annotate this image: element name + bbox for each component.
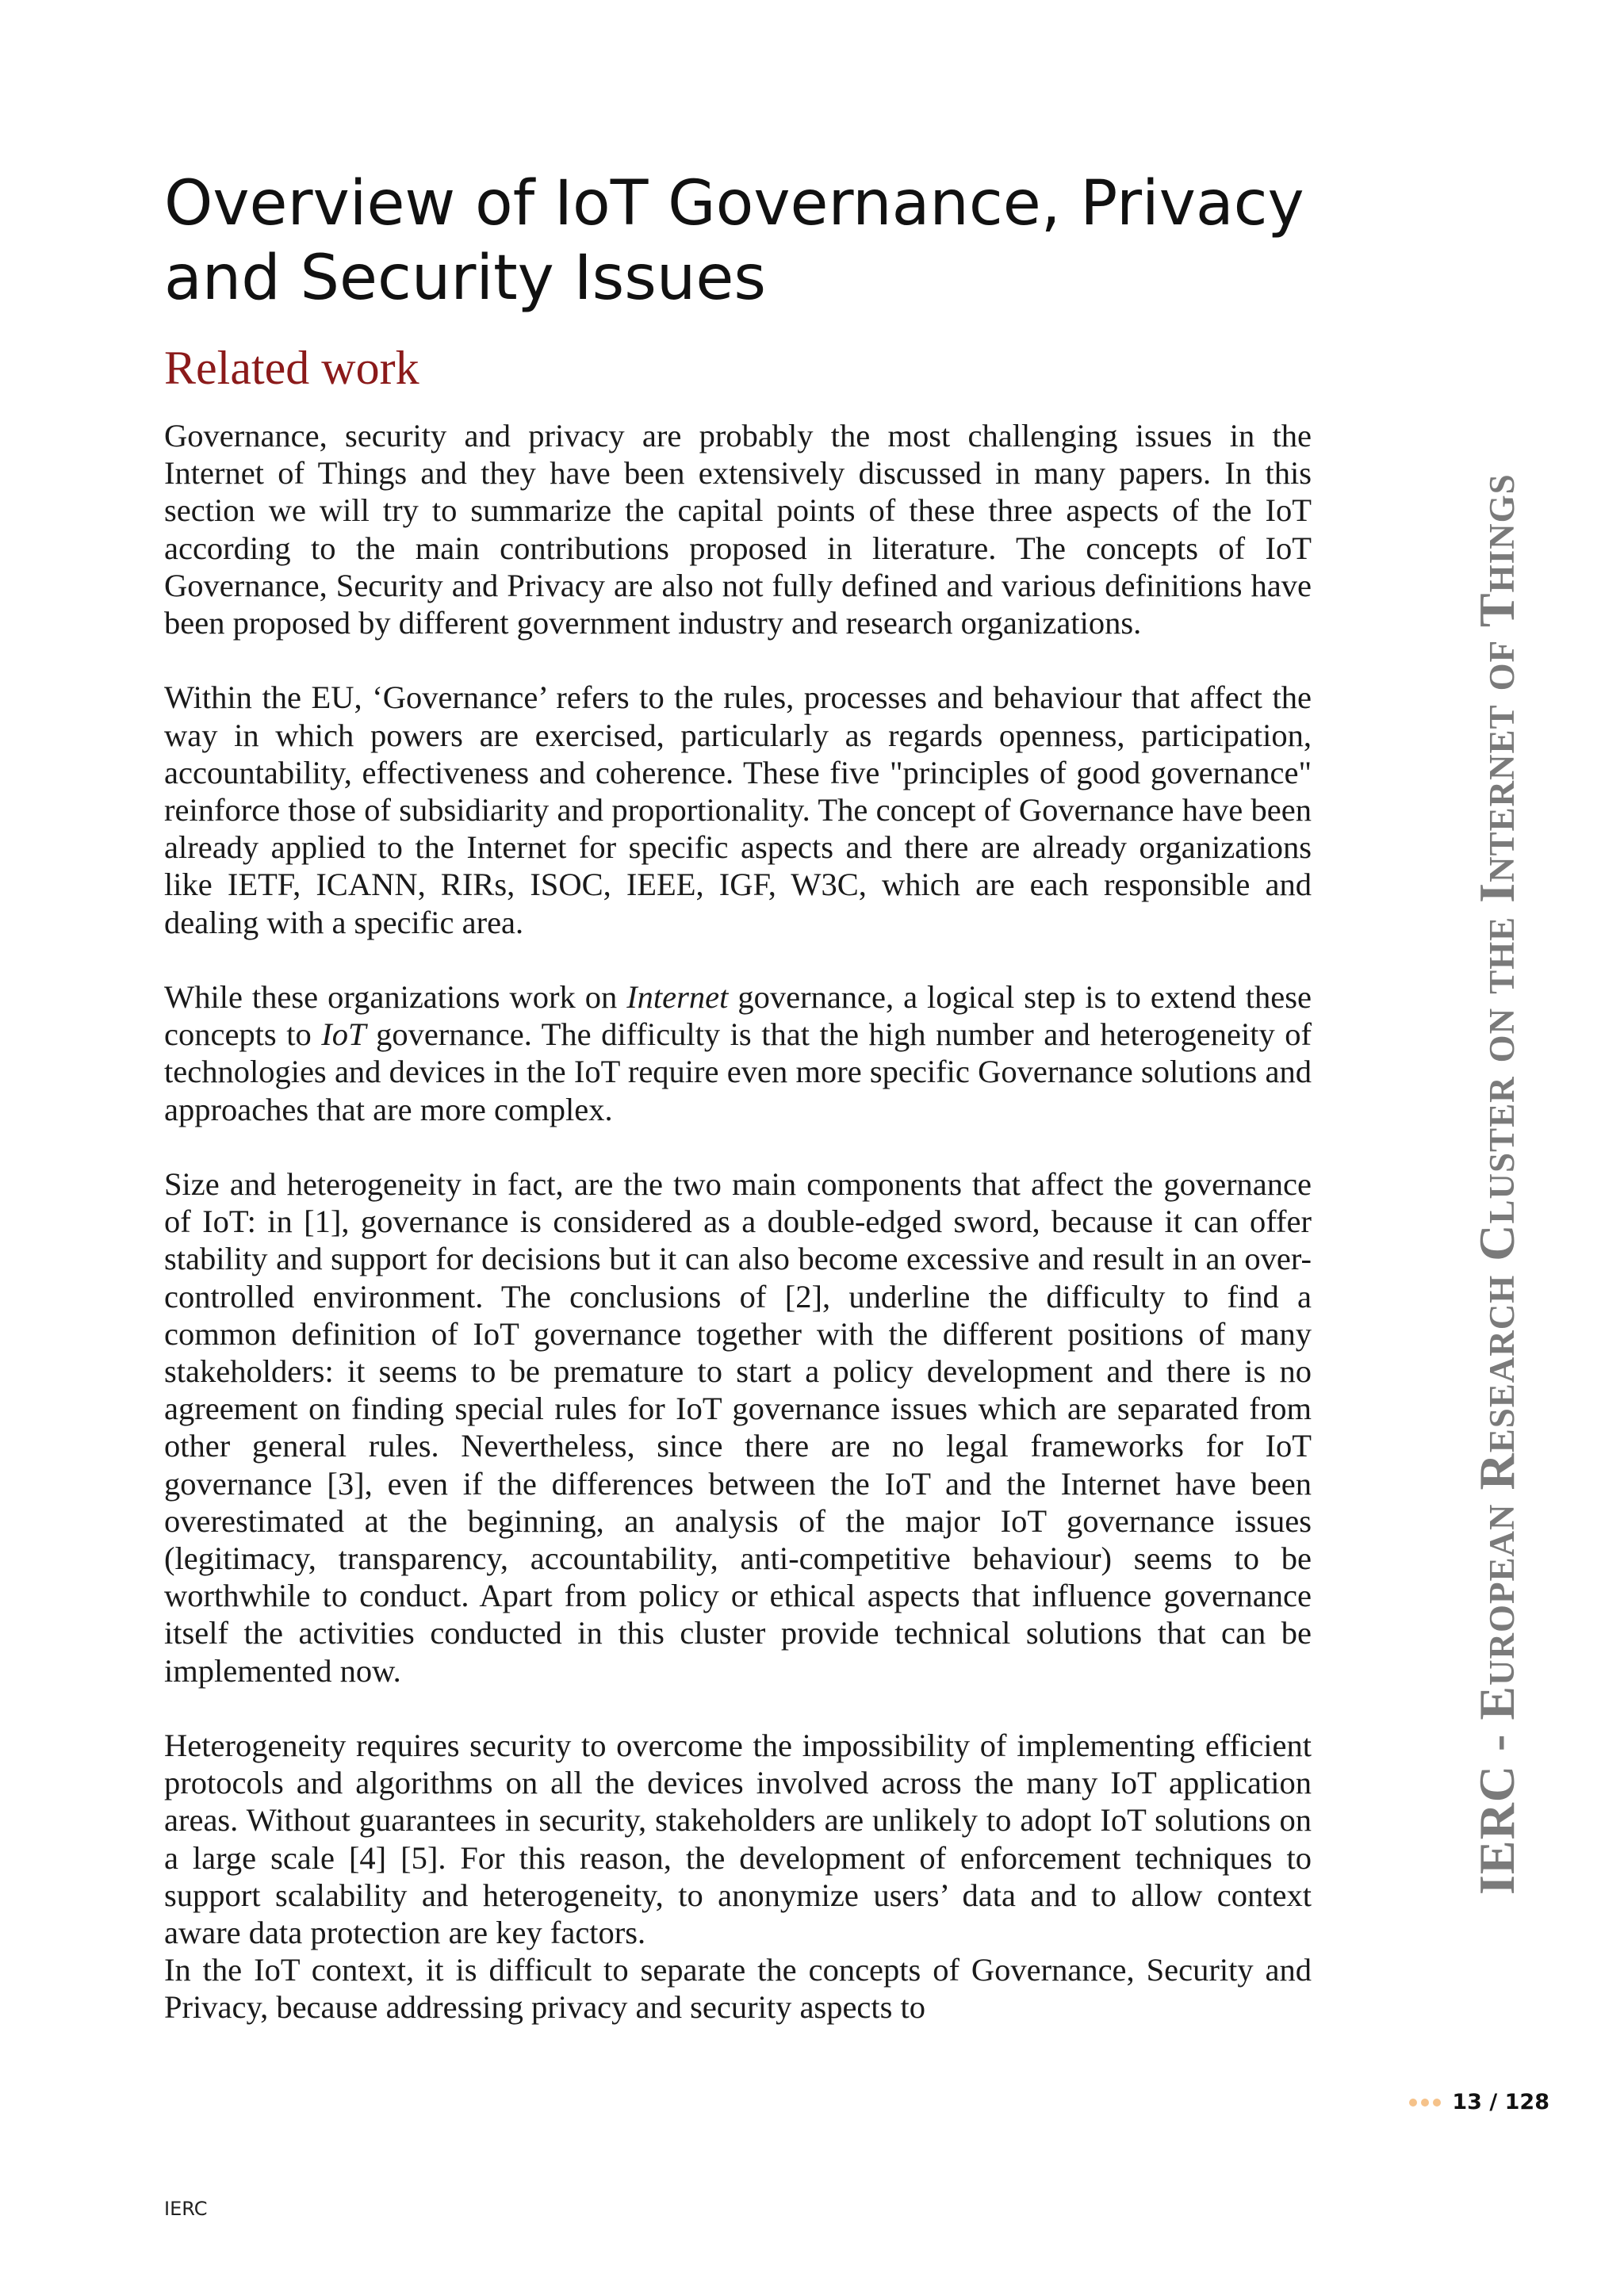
paragraph-1: Governance, security and privacy are probably the most challenging issues in the Internet of Things and they have been extensively discussed in many papers. In this section we will try to summarize the capital points of these three aspects of the IoT according to the main contributions proposed in literature. The concepts of IoT Governance, Security and Privacy are also not fully defined and various definitions have been proposed by different government industry and research organizations.	[164, 418, 1312, 641]
page-title	[164, 166, 1322, 316]
page-number-text: 13 / 128	[1452, 2090, 1549, 2114]
footer-label: IERC	[164, 2198, 208, 2220]
paragraph-3	[164, 978, 1312, 1128]
dot	[1421, 2099, 1429, 2107]
section-heading: Related work	[164, 342, 419, 394]
page-dots-icon	[1409, 2099, 1441, 2107]
page-number	[1409, 2090, 1549, 2114]
page-title-line-2: and Security Issues	[164, 243, 766, 314]
paragraph-5: Heterogeneity requires security to overcome the impossibility of implementing efficient protocols and algorithms on all the devices involved across the many IoT application areas. Without guarantees in security, stakeholders are unlikely to adopt IoT solutions on a large scale [4] [5]. For this reason, the development of enforcement techniques to support scalability and heterogeneity, to anonymize users’ data and to allow context aware data protection are key factors.	[164, 1728, 1312, 1951]
side-banner	[1442, 293, 1553, 1895]
dot	[1433, 2099, 1441, 2107]
paragraph-3-italic-iot: IoT	[321, 1016, 366, 1053]
dot	[1409, 2099, 1417, 2107]
paragraph-3-part-2: governance, a logical step is to extend these concepts to	[164, 979, 1312, 1053]
side-banner-text: IERC - European Research Cluster on the Internet of Things	[1469, 473, 1525, 1895]
paragraph-2: Within the EU, ‘Governance’ refers to the rules, processes and behaviour that affect the way in which powers are exercised, particularly as regards openness, participation, accountability, effectiveness and coherence. These five "principles of good governance" reinforce those of subsidiarity and proportionality. The concept of Governance have been already applied to the Internet for specific aspects and there are already organizations like IETF, ICANN, RIRs, ISOC, IEEE, IGF, W3C, which are each responsible and dealing with a specific area.	[164, 679, 1312, 940]
body-text	[164, 417, 1312, 2026]
page-title-line-1: Overview of IoT Governance, Privacy	[164, 168, 1304, 239]
paragraph-3-italic-internet: Internet	[626, 979, 729, 1016]
paragraph-4: Size and heterogeneity in fact, are the two main components that affect the governance of IoT: in [1], governance is considered as a double-edged sword, because it can offer stability and support for decisions but it can also become excessive and result in an over-controlled environment. The conclusions of [2], underline the difficulty to find a common definition of IoT governance together with the different positions of many stakeholders: it seems to be premature to start a policy development and there is no agreement on finding special rules for IoT governance issues which are separated from other general rules. Nevertheless, since there are no legal frameworks for IoT governance [3], even if the differences between the IoT and the Internet have been overestimated at the beginning, an analysis of the major IoT governance issues (legitimacy, transparency, accountability, anti-competitive behaviour) seems to be worthwhile to conduct. Apart from policy or ethical aspects that influence governance itself the activities conducted in this cluster provide technical solutions that can be implemented now.	[164, 1166, 1312, 1689]
paragraph-3-part-1: While these organizations work on	[164, 979, 627, 1016]
paragraph-6: In the IoT context, it is difficult to separate the concepts of Governance, Security and Privacy, because addressing privacy and security aspects to	[164, 1952, 1312, 2026]
paragraph-3-part-3: governance. The difficulty is that the high number and heterogeneity of technologies and devices in the IoT require even more specific Governance solutions and approaches that are more complex.	[164, 1016, 1312, 1127]
